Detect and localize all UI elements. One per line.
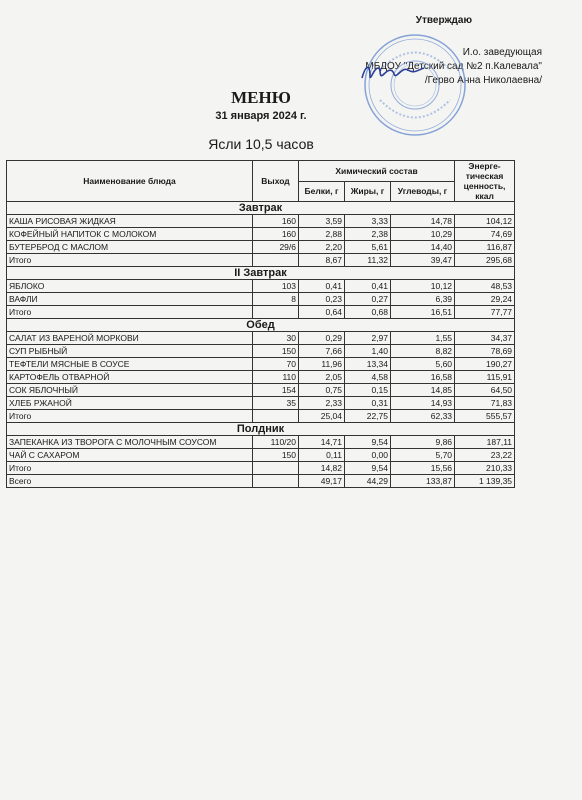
- energy-cell: 104,12: [455, 215, 515, 228]
- fat-cell: 0,31: [345, 397, 391, 410]
- dish-name-cell: ЧАЙ С САХАРОМ: [7, 449, 253, 462]
- output-cell: 160: [253, 228, 299, 241]
- dish-name-cell: САЛАТ ИЗ ВАРЕНОЙ МОРКОВИ: [7, 332, 253, 345]
- protein-cell: 0,23: [299, 293, 345, 306]
- header-fat: Жиры, г: [345, 181, 391, 202]
- carbs-cell: 5,70: [391, 449, 455, 462]
- fat-cell: 0,27: [345, 293, 391, 306]
- section-header-row: [7, 267, 515, 280]
- protein-cell: 25,04: [299, 410, 345, 423]
- total-row: [7, 462, 515, 475]
- protein-cell: 0,29: [299, 332, 345, 345]
- menu-title: МЕНЮ: [231, 88, 291, 107]
- output-cell: 70: [253, 358, 299, 371]
- carbs-cell: 15,56: [391, 462, 455, 475]
- dish-name-cell: ЗАПЕКАНКА ИЗ ТВОРОГА С МОЛОЧНЫМ СОУСОМ: [7, 436, 253, 449]
- energy-cell: 1 139,35: [455, 475, 515, 488]
- dish-name-cell: ЯБЛОКО: [7, 280, 253, 293]
- approval-name: /Гервo Анна Николаевна/: [424, 75, 542, 86]
- output-cell: 110/20: [253, 436, 299, 449]
- menu-table: [6, 160, 515, 488]
- protein-cell: 49,17: [299, 475, 345, 488]
- carbs-cell: 9,86: [391, 436, 455, 449]
- dish-name-cell: БУТЕРБРОД С МАСЛОМ: [7, 241, 253, 254]
- energy-cell: 295,68: [455, 254, 515, 267]
- carbs-cell: 62,33: [391, 410, 455, 423]
- energy-cell: 187,11: [455, 436, 515, 449]
- carbs-cell: 16,58: [391, 371, 455, 384]
- table-row: [7, 215, 515, 228]
- protein-cell: 0,64: [299, 306, 345, 319]
- header-name: Наименование блюда: [7, 161, 253, 202]
- grand-total-row: [7, 475, 515, 488]
- output-cell: 150: [253, 345, 299, 358]
- energy-cell: 115,91: [455, 371, 515, 384]
- section-header-row: [7, 319, 515, 332]
- carbs-cell: 6,39: [391, 293, 455, 306]
- fat-cell: 2,38: [345, 228, 391, 241]
- carbs-cell: 14,40: [391, 241, 455, 254]
- dish-name-cell: Итого: [7, 410, 253, 423]
- table-row: [7, 345, 515, 358]
- carbs-cell: 16,51: [391, 306, 455, 319]
- section-title: Завтрак: [7, 202, 515, 215]
- table-row: [7, 449, 515, 462]
- approval-position: И.о. заведующая: [462, 47, 542, 58]
- protein-cell: 14,71: [299, 436, 345, 449]
- energy-cell: 74,69: [455, 228, 515, 241]
- table-row: [7, 397, 515, 410]
- fat-cell: 9,54: [345, 462, 391, 475]
- section-header-row: [7, 423, 515, 436]
- header-chemical: Химический состав: [299, 161, 455, 182]
- fat-cell: 1,40: [345, 345, 391, 358]
- fat-cell: 9,54: [345, 436, 391, 449]
- fat-cell: 22,75: [345, 410, 391, 423]
- section-title: II Завтрак: [7, 267, 515, 280]
- output-cell: 8: [253, 293, 299, 306]
- total-row: [7, 306, 515, 319]
- table-row: [7, 280, 515, 293]
- energy-cell: 77,77: [455, 306, 515, 319]
- energy-cell: 23,22: [455, 449, 515, 462]
- protein-cell: 0,75: [299, 384, 345, 397]
- carbs-cell: 14,85: [391, 384, 455, 397]
- approval-heading: Утверждаю: [415, 15, 472, 26]
- fat-cell: 2,97: [345, 332, 391, 345]
- energy-cell: 48,53: [455, 280, 515, 293]
- dish-name-cell: Итого: [7, 254, 253, 267]
- carbs-cell: 14,93: [391, 397, 455, 410]
- protein-cell: 2,20: [299, 241, 345, 254]
- section-title: Обед: [7, 319, 515, 332]
- carbs-cell: 10,12: [391, 280, 455, 293]
- protein-cell: 14,82: [299, 462, 345, 475]
- protein-cell: 2,88: [299, 228, 345, 241]
- energy-cell: 555,57: [455, 410, 515, 423]
- protein-cell: 2,33: [299, 397, 345, 410]
- dish-name-cell: СУП РЫБНЫЙ: [7, 345, 253, 358]
- fat-cell: 44,29: [345, 475, 391, 488]
- protein-cell: 3,59: [299, 215, 345, 228]
- fat-cell: 0,00: [345, 449, 391, 462]
- menu-date: 31 января 2024 г.: [215, 110, 307, 122]
- table-row: [7, 371, 515, 384]
- fat-cell: 0,41: [345, 280, 391, 293]
- fat-cell: 0,68: [345, 306, 391, 319]
- output-cell: [253, 462, 299, 475]
- table-row: [7, 228, 515, 241]
- dish-name-cell: ТЕФТЕЛИ МЯСНЫЕ В СОУСЕ: [7, 358, 253, 371]
- energy-cell: 210,33: [455, 462, 515, 475]
- dish-name-cell: Итого: [7, 306, 253, 319]
- dish-name-cell: ВАФЛИ: [7, 293, 253, 306]
- table-row: [7, 436, 515, 449]
- table-row: [7, 241, 515, 254]
- header-output: Выход: [253, 161, 299, 202]
- protein-cell: 0,11: [299, 449, 345, 462]
- total-row: [7, 254, 515, 267]
- fat-cell: 3,33: [345, 215, 391, 228]
- protein-cell: 8,67: [299, 254, 345, 267]
- carbs-cell: 133,87: [391, 475, 455, 488]
- approval-organization: МБДОУ "Детский сад №2 п.Калевала": [365, 61, 542, 72]
- dish-name-cell: Всего: [7, 475, 253, 488]
- output-cell: 35: [253, 397, 299, 410]
- output-cell: 154: [253, 384, 299, 397]
- fat-cell: 13,34: [345, 358, 391, 371]
- header-energy: Энерге-тическая ценность, ккал: [455, 161, 515, 202]
- protein-cell: 11,96: [299, 358, 345, 371]
- energy-cell: 116,87: [455, 241, 515, 254]
- total-row: [7, 410, 515, 423]
- protein-cell: 2,05: [299, 371, 345, 384]
- energy-cell: 29,24: [455, 293, 515, 306]
- output-cell: 29/6: [253, 241, 299, 254]
- output-cell: 160: [253, 215, 299, 228]
- table-row: [7, 293, 515, 306]
- output-cell: [253, 410, 299, 423]
- section-header-row: [7, 202, 515, 215]
- carbs-cell: 5,60: [391, 358, 455, 371]
- header-protein: Белки, г: [299, 181, 345, 202]
- energy-cell: 190,27: [455, 358, 515, 371]
- energy-cell: 64,50: [455, 384, 515, 397]
- section-title: Полдник: [7, 423, 515, 436]
- output-cell: 150: [253, 449, 299, 462]
- carbs-cell: 10,29: [391, 228, 455, 241]
- title-block: [0, 88, 582, 152]
- output-cell: 110: [253, 371, 299, 384]
- carbs-cell: 8,82: [391, 345, 455, 358]
- energy-cell: 78,69: [455, 345, 515, 358]
- output-cell: [253, 254, 299, 267]
- carbs-cell: 14,78: [391, 215, 455, 228]
- fat-cell: 5,61: [345, 241, 391, 254]
- output-cell: 30: [253, 332, 299, 345]
- dish-name-cell: КОФЕЙНЫЙ НАПИТОК С МОЛОКОМ: [7, 228, 253, 241]
- fat-cell: 4,58: [345, 371, 391, 384]
- dish-name-cell: КАРТОФЕЛЬ ОТВАРНОЙ: [7, 371, 253, 384]
- carbs-cell: 39,47: [391, 254, 455, 267]
- protein-cell: 7,66: [299, 345, 345, 358]
- signature-icon: [358, 60, 428, 86]
- output-cell: [253, 306, 299, 319]
- table-row: [7, 358, 515, 371]
- menu-group: Ясли 10,5 часов: [208, 136, 314, 152]
- dish-name-cell: ХЛЕБ РЖАНОЙ: [7, 397, 253, 410]
- header-carbs: Углеводы, г: [391, 181, 455, 202]
- energy-cell: 34,37: [455, 332, 515, 345]
- fat-cell: 11,32: [345, 254, 391, 267]
- dish-name-cell: Итого: [7, 462, 253, 475]
- fat-cell: 0,15: [345, 384, 391, 397]
- energy-cell: 71,83: [455, 397, 515, 410]
- dish-name-cell: КАША РИСОВАЯ ЖИДКАЯ: [7, 215, 253, 228]
- output-cell: [253, 475, 299, 488]
- output-cell: 103: [253, 280, 299, 293]
- table-row: [7, 332, 515, 345]
- menu-table-body: [7, 202, 515, 488]
- carbs-cell: 1,55: [391, 332, 455, 345]
- protein-cell: 0,41: [299, 280, 345, 293]
- dish-name-cell: СОК ЯБЛОЧНЫЙ: [7, 384, 253, 397]
- table-row: [7, 384, 515, 397]
